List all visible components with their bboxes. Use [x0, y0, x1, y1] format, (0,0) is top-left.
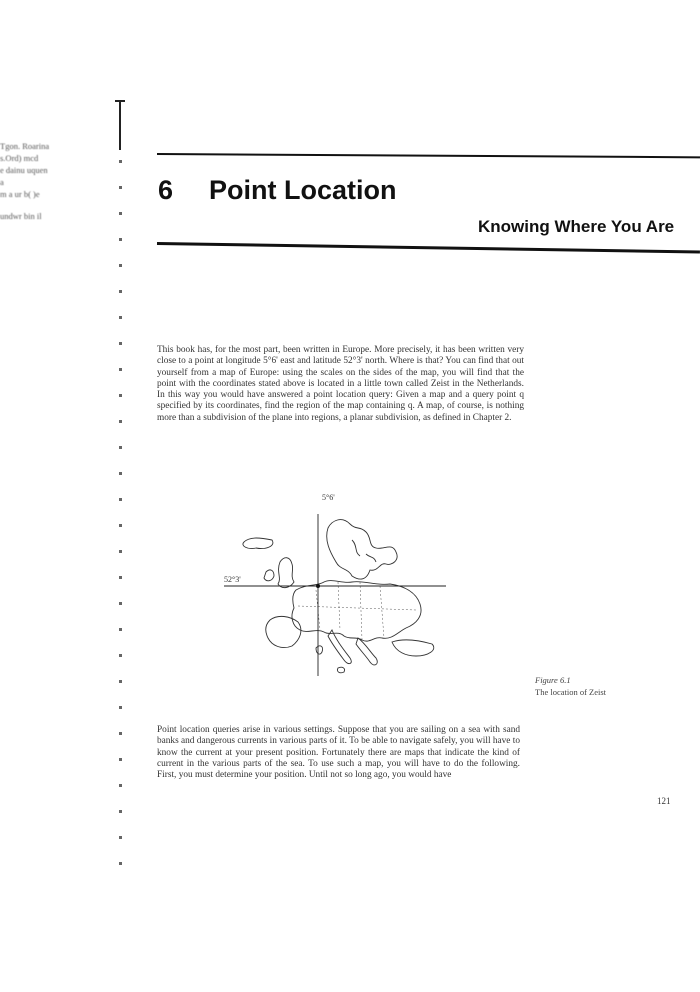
chapter-top-rule	[157, 153, 700, 158]
map-coastline	[278, 558, 294, 588]
map-border	[380, 586, 384, 638]
map-coastline	[316, 646, 323, 654]
left-page-line: undwr bin il	[0, 211, 42, 221]
figure-caption	[535, 674, 655, 698]
query-point-marker	[316, 584, 320, 588]
left-page-line: m a ur b( )e	[0, 189, 40, 199]
figure-caption-text: The location of Zeist	[535, 687, 607, 697]
map-coastline	[243, 538, 273, 549]
chapter-subtitle: Knowing Where You Are	[478, 217, 675, 236]
left-page-text	[0, 140, 72, 222]
page-number: 121	[657, 796, 671, 806]
map-coastline	[328, 630, 351, 664]
chapter-title: Point Location	[209, 175, 397, 205]
left-page-line: a	[0, 177, 4, 187]
map-coastline	[356, 638, 377, 665]
body-paragraph-1: This book has, for the most part, been written in Europe. More precisely, it has been written very close to a point at longitude 5°6' east and latitude 52°3' north. Where is that? You can find that out yourself from a map of Europe: using the scales on the sides of the map, you will find that the point with the coordinates stated above is located in a little town called Zeist in the Netherlands. In this way you would have answered a point location query: Given a map and a query point q specified by its coordinates, find the region of the map containing q. A map, of course, is nothing more than a subdivision of the plane into regions, a planar subdivision, as defined in Chapter 2.	[157, 345, 524, 423]
map-coastline	[337, 667, 344, 673]
map-coastline	[352, 540, 376, 562]
map-coastline	[292, 581, 421, 642]
gutter-margin-marks	[119, 160, 122, 880]
left-page-line: e dainu uquen	[0, 165, 48, 175]
map-coastline	[264, 570, 274, 581]
map-border	[298, 606, 416, 610]
map-coastline	[392, 640, 434, 656]
figure-caption-title: Figure 6.1	[535, 675, 571, 685]
map-coastline	[327, 520, 397, 579]
map-coastline	[266, 616, 301, 647]
gutter-bar	[119, 100, 121, 150]
longitude-label: 5°6'	[322, 493, 335, 502]
map-border	[338, 582, 340, 630]
europe-map-figure	[220, 490, 450, 680]
body-paragraph-2: Point location queries arise in various settings. Suppose that you are sailing on a sea with sand banks and dangerous currents in various parts of it. To be able to navigate safely, you will have to know the current at your present position. Fortunately there are maps that indicate the kind of current in the various parts of the sea. To use such a map, you will have to do the following. First, you must determine your position. Until not so long ago, you would have	[157, 725, 520, 781]
left-page-line: Tgon. Roarina	[0, 141, 50, 151]
latitude-label: 52°3'	[224, 575, 241, 584]
chapter-bottom-rule	[157, 242, 700, 254]
map-border	[360, 582, 362, 640]
chapter-number: 6	[158, 175, 174, 205]
left-page-line: s.Ord) mcd	[0, 153, 39, 163]
